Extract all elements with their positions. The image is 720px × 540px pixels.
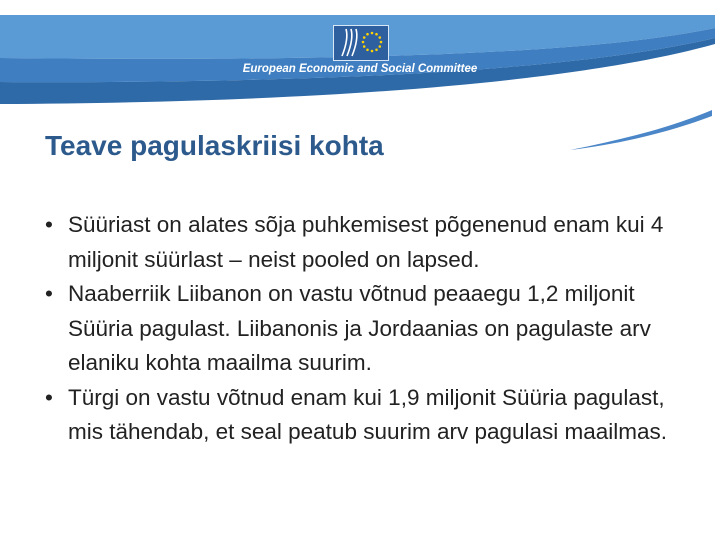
slide-title: Teave pagulaskriisi kohta: [45, 130, 384, 161]
bullet-text: Süüriast on alates sõja puhkemisest põgenenud enam kui 4 miljonit süürlast – neist pooled on lapsed.: [68, 212, 664, 272]
organization-name: European Economic and Social Committee: [242, 63, 478, 75]
bullet-dot: •: [45, 281, 53, 306]
bullet-list: [45, 208, 695, 450]
bullet-item: [45, 381, 695, 450]
eesc-stars-logo-icon: [334, 26, 388, 60]
bullet-text: Türgi on vastu võtnud enam kui 1,9 miljonit Süüria pagulast, mis tähendab, et seal peatub suurim arv pagulasi maailmas.: [68, 384, 668, 444]
bullet-item: [45, 277, 695, 381]
bullet-dot: •: [45, 212, 53, 237]
bullet-dot: •: [45, 384, 53, 410]
bullet-item: [45, 208, 695, 277]
bullet-text: Naaberriik Liibanon on vastu võtnud peaaegu 1,2 miljonit Süüria pagulast. Liibanonis ja Jordaanias on pagulaste arv elaniku kohta maailma suurim.: [68, 281, 651, 375]
eesc-logo: [333, 25, 389, 61]
